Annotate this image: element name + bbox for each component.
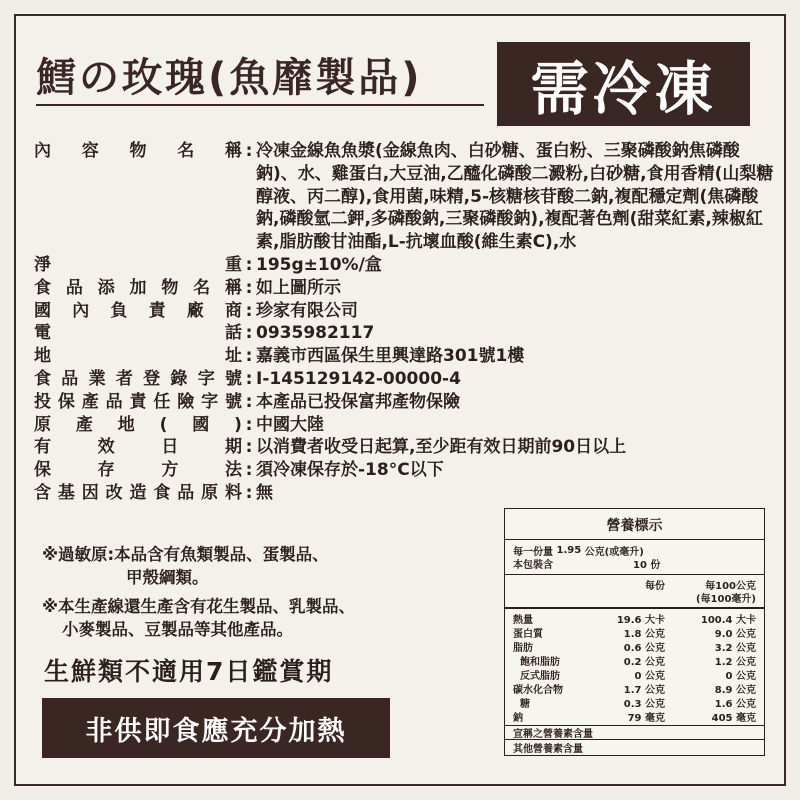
allergen-line-1b: 甲殼綱類。 bbox=[126, 568, 209, 587]
frozen-badge: 需冷凍 bbox=[497, 42, 750, 126]
allergen-line-2b: 小麥製品、豆製品等其他產品。 bbox=[62, 620, 293, 639]
info-row-storage: 保 存 方 法 : 須冷凍保存於-18°C以下 bbox=[34, 459, 774, 482]
nutrient-name: 鈉 bbox=[513, 712, 523, 724]
info-value: 冷凍金線魚魚漿(金線魚肉、白砂糖、蛋白粉、三聚磷酸鈉焦磷酸鈉)、水、雞蛋白,大豆油,乙醯化磷酸二澱粉,白砂糖,食用香精(山梨糖醇液、丙二醇),食用菌,味精,5-核糖核苷酸二鈉,複配穩定劑(焦磷酸鈉,磷酸氫二鉀,多磷酸鈉,三聚磷酸鈉),複配著色劑(甜菜紅素,辣椒紅素,脂肪酸甘油酯,L-抗壞血酸(維生素C),水 bbox=[256, 141, 774, 253]
info-label: 原 產 地 ( 國 ) bbox=[34, 414, 242, 435]
nutrient-per-serving: 0.3 公克 bbox=[623, 698, 665, 710]
nutrition-row bbox=[505, 695, 764, 709]
allergen-line-1: ※過敏原:本品含有魚類製品、蛋製品、 bbox=[42, 545, 329, 564]
nutrition-footer-other: 其他營養素含量 bbox=[513, 743, 583, 755]
info-label: 投 保 產 品 責 任 險 字 號 bbox=[34, 391, 242, 412]
info-value: 195g±10%/盒 bbox=[256, 254, 382, 275]
nutrition-row bbox=[505, 667, 764, 681]
nutrient-per-serving: 0.2 公克 bbox=[623, 656, 665, 668]
servings-label: 本包裝含 bbox=[513, 560, 553, 571]
info-label: 含 基 因 改 造 食 品 原 料 bbox=[34, 482, 242, 503]
info-value: I-145129142-00000-4 bbox=[256, 368, 461, 389]
nutrient-per-100: 9.0 公克 bbox=[714, 628, 756, 640]
info-value: 須冷凍保存於-18°C以下 bbox=[256, 460, 444, 481]
nutrient-name: 飽和脂肪 bbox=[513, 656, 560, 668]
info-row-additives: 食 品 添 加 物 名 稱 : 如上圖所示 bbox=[34, 277, 774, 300]
nutrition-rows bbox=[505, 609, 764, 723]
nutrient-name: 碳水化合物 bbox=[513, 684, 563, 696]
column-per-serving: 每份 bbox=[645, 580, 665, 592]
nutrient-per-serving: 0 公克 bbox=[634, 670, 665, 682]
nutrient-per-100: 1.6 公克 bbox=[714, 698, 756, 710]
allergen-line-2: ※本生產線還生產含有花生製品、乳製品、 bbox=[42, 597, 356, 616]
nutrition-row bbox=[505, 611, 764, 625]
nutrient-name: 脂肪 bbox=[513, 642, 533, 654]
info-value: 本產品已投保富邦產物保險 bbox=[256, 391, 460, 412]
serving-unit: 公克(或毫升) bbox=[584, 546, 644, 558]
nutrition-column-headers-2 bbox=[505, 591, 764, 609]
info-value: 無 bbox=[256, 482, 273, 503]
info-row-manufacturer: 國 內 負 責 廠 商 : 珍家有限公司 bbox=[34, 300, 774, 323]
return-policy-notice: 生鮮類不適用7日鑑賞期 bbox=[44, 657, 334, 686]
servings-value: 10 份 bbox=[633, 560, 661, 571]
nutrient-name: 反式脂肪 bbox=[513, 670, 560, 682]
nutrition-row bbox=[505, 681, 764, 695]
nutrient-per-serving: 79 毫克 bbox=[627, 712, 665, 724]
info-label: 淨 重 bbox=[34, 254, 242, 275]
serving-value: 1.95 bbox=[556, 544, 582, 556]
nutrient-per-100: 0 公克 bbox=[725, 670, 756, 682]
info-label: 國 內 負 責 廠 商 bbox=[34, 300, 242, 321]
info-value: 嘉義市西區保生里興達路301號1樓 bbox=[256, 346, 525, 367]
info-row-ingredients: 內 容 物 名 稱 : 冷凍金線魚魚漿(金線魚肉、白砂糖、蛋白粉、三聚磷酸鈉焦磷酸鈉)、水、雞蛋白,大豆油,乙醯化磷酸二澱粉,白砂糖,食用香精(山梨糖醇液、丙二醇),食用菌,味精,5-核糖核苷酸二鈉,複配穩定劑(焦磷酸鈉,磷酸氫二鉀,多磷酸鈉,三聚磷酸鈉),複配著色劑(甜菜紅素,辣椒紅素,脂肪酸甘油酯,L-抗壞血酸(維生素C),水 bbox=[34, 141, 774, 253]
info-row-phone: 電 話 : 0935982117 bbox=[34, 322, 774, 345]
info-label: 地 址 bbox=[34, 346, 242, 367]
info-row-insurance: 投 保 產 品 責 任 險 字 號 : 本產品已投保富邦產物保險 bbox=[34, 391, 774, 414]
nutrition-title: 營養標示 bbox=[505, 509, 764, 540]
info-value: 如上圖所示 bbox=[256, 277, 341, 298]
info-row-expiry: 有 效 日 期 : 以消費者收受日起算,至少距有效日期前90日以上 bbox=[34, 436, 774, 459]
nutrition-serving-size bbox=[505, 543, 764, 557]
nutrition-row bbox=[505, 709, 764, 723]
nutrition-row bbox=[505, 625, 764, 639]
product-title: 鱈の玫瑰(魚靡製品) bbox=[36, 55, 423, 101]
info-label: 電 話 bbox=[34, 323, 242, 344]
nutrient-per-100: 1.2 公克 bbox=[714, 656, 756, 668]
nutrition-servings-count bbox=[505, 557, 764, 575]
info-value: 0935982117 bbox=[256, 323, 375, 344]
nutrition-footer-claims: 宣稱之營養素含量 bbox=[505, 726, 764, 740]
nutrition-facts-table bbox=[504, 508, 765, 756]
nutrient-per-serving: 1.8 公克 bbox=[623, 628, 665, 640]
title-underline bbox=[36, 104, 484, 106]
column-per-100: 每100公克 bbox=[705, 580, 756, 592]
allergen-notice bbox=[42, 543, 482, 647]
info-label: 內 容 物 名 稱 bbox=[34, 141, 242, 161]
info-label: 食 品 業 者 登 錄 字 號 bbox=[34, 368, 242, 389]
info-value: 珍家有限公司 bbox=[256, 300, 358, 321]
nutrient-per-serving: 19.6 大卡 bbox=[616, 614, 665, 626]
info-value: 中國大陸 bbox=[256, 414, 324, 435]
serving-label: 每一份量 bbox=[513, 546, 553, 558]
nutrition-row bbox=[505, 639, 764, 653]
nutrient-per-100: 8.9 公克 bbox=[714, 684, 756, 696]
nutrient-name: 熱量 bbox=[513, 614, 533, 626]
info-row-registration: 食 品 業 者 登 錄 字 號 : I-145129142-00000-4 bbox=[34, 368, 774, 391]
heat-warning-badge: 非供即食應充分加熱 bbox=[42, 698, 390, 758]
nutrient-name: 蛋白質 bbox=[513, 628, 543, 640]
info-row-gmo: 含 基 因 改 造 食 品 原 料 : 無 bbox=[34, 482, 774, 505]
info-value: 以消費者收受日起算,至少距有效日期前90日以上 bbox=[256, 437, 627, 458]
info-label: 有 效 日 期 bbox=[34, 437, 242, 458]
column-per-100ml: (每100毫升) bbox=[695, 593, 756, 605]
info-label: 保 存 方 法 bbox=[34, 460, 242, 481]
nutrient-name: 糖 bbox=[513, 698, 530, 710]
nutrient-per-serving: 1.7 公克 bbox=[623, 684, 665, 696]
info-row-net-weight: 淨 重 : 195g±10%/盒 bbox=[34, 254, 774, 277]
nutrient-per-100: 405 毫克 bbox=[711, 712, 756, 724]
info-label: 食 品 添 加 物 名 稱 bbox=[34, 277, 242, 298]
product-info bbox=[34, 140, 774, 505]
nutrient-per-100: 3.2 公克 bbox=[714, 642, 756, 654]
nutrient-per-serving: 0.6 公克 bbox=[623, 642, 665, 654]
nutrient-per-100: 100.4 大卡 bbox=[700, 614, 756, 626]
nutrition-row bbox=[505, 653, 764, 667]
info-row-origin: 原 產 地 ( 國 ) : 中國大陸 bbox=[34, 414, 774, 437]
info-row-address: 地 址 : 嘉義市西區保生里興達路301號1樓 bbox=[34, 345, 774, 368]
